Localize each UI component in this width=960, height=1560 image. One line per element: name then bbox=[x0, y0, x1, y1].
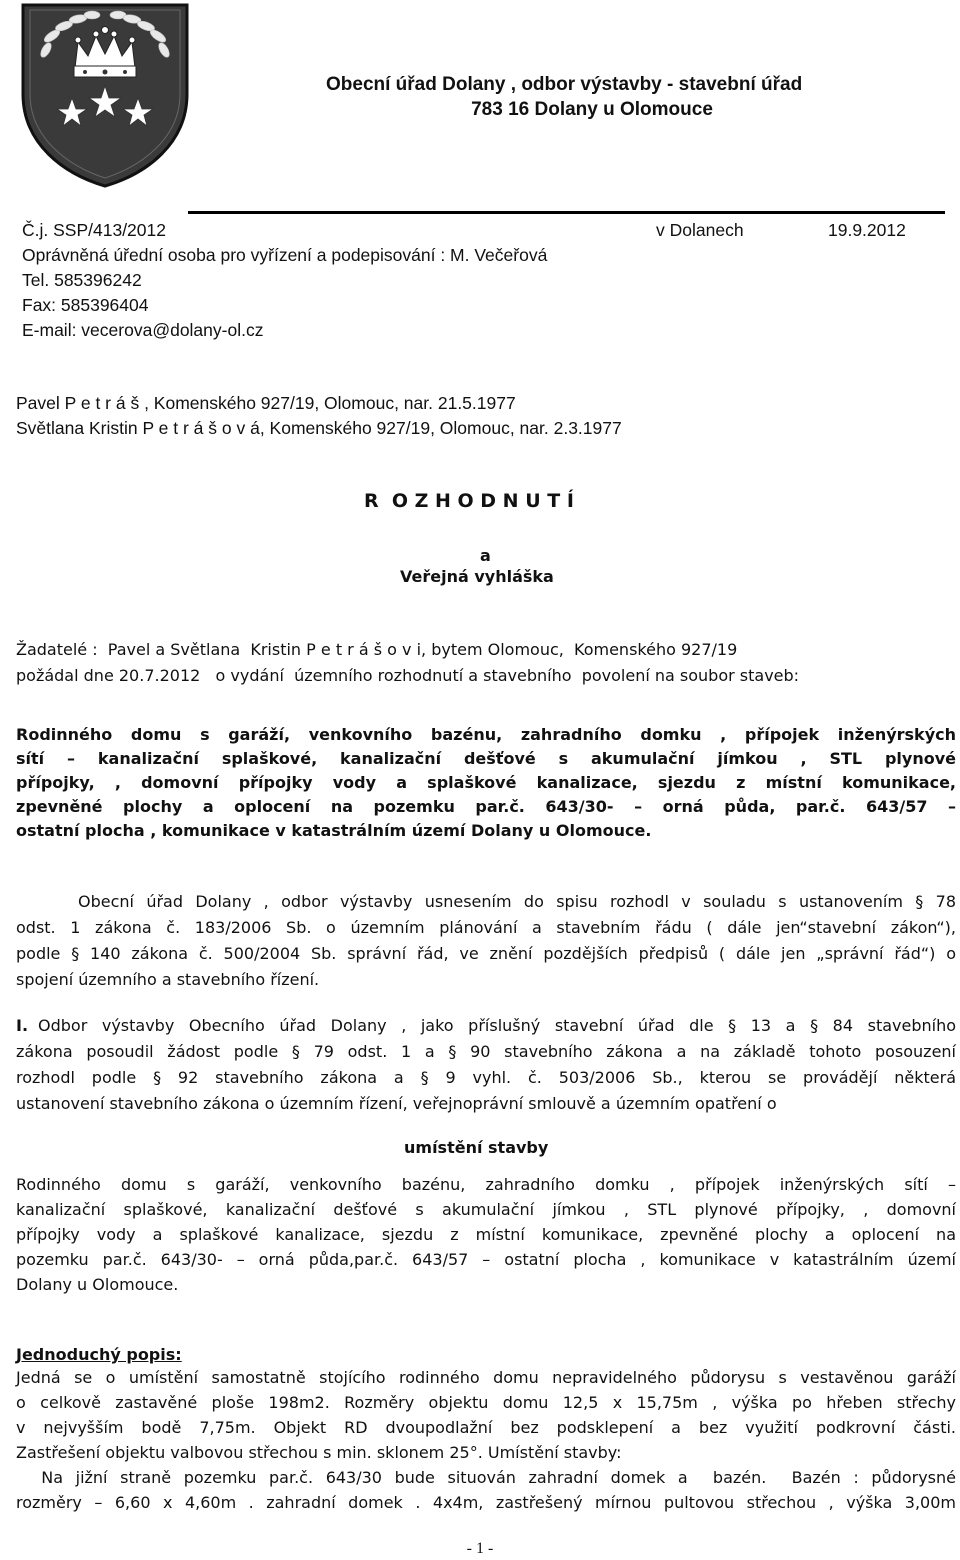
project-line-4: zpevněné plochy a oplocení na pozemku par.č. 643/30- – orná půda, par.č. 643/57 – bbox=[16, 797, 956, 816]
placement-line-2: kanalizační splaškové, kanalizační dešťové s akumulační jímkou , STL plynové přípojky, , domovní bbox=[16, 1200, 956, 1219]
office-para-line-3: podle § 140 zákona č. 500/2004 Sb. správní řád, ve znění pozdějších předpisů ( dále jen „správní řád“) o bbox=[16, 944, 956, 963]
issue-place: v Dolanech bbox=[656, 220, 744, 240]
description-heading: Jednoduchý popis: bbox=[16, 1345, 182, 1364]
authorized-person: Oprávněná úřední osoba pro vyřízení a podepisování : M. Večeřová bbox=[22, 245, 548, 265]
telephone: Tel. 585396242 bbox=[22, 270, 142, 290]
description-line-2: o celkově zastavěné ploše 198m2. Rozměry objektu domu 12,5 x 15,75m , výška po hřeben střechy bbox=[16, 1393, 956, 1412]
office-para-line-1: Obecní úřad Dolany , odbor výstavby usnesením do spisu rozhodl v souladu s ustanovením § 78 bbox=[78, 892, 956, 911]
fax: Fax: 585396404 bbox=[22, 295, 149, 315]
section-i-line-3: rozhodl podle § 92 stavebního zákona a § 9 vyhl. č. 503/2006 Sb., kterou se provádějí některá bbox=[16, 1068, 956, 1087]
description-line-4: Zastřešení objektu valbovou střechou s min. sklonem 25°. Umístění stavby: bbox=[16, 1443, 622, 1462]
placement-line-3: přípojky vody a splaškové kanalizace, sjezdu z místní komunikace, zpevněné plochy a oplocení na bbox=[16, 1225, 956, 1244]
office-address: 783 16 Dolany u Olomouce bbox=[471, 99, 713, 120]
issue-date: 19.9.2012 bbox=[828, 220, 906, 240]
project-line-3: přípojky, , domovní přípojky vody a splaškové kanalizace, sjezdu z místní komunikace, bbox=[16, 773, 956, 792]
placement-heading: umístění stavby bbox=[404, 1138, 549, 1157]
description-line-1: Jedná se o umístění samostatně stojícího rodinného domu nepravidelného půdorysu s vestavěnou garáží bbox=[16, 1368, 956, 1387]
reference-number: Č.j. SSP/413/2012 bbox=[22, 220, 166, 240]
section-i-line-4: ustanovení stavebního zákona o územním řízení, veřejnoprávní smlouvě a územním opatření o bbox=[16, 1094, 777, 1113]
description-line-6: rozměry – 6,60 x 4,60m . zahradní domek . 4x4m, zastřešený mírnou pultovou střechou , výška 3,00m bbox=[16, 1493, 956, 1512]
description-line-5: Na jižní straně pozemku par.č. 643/30 bude situován zahradní domek a bazén. Bazén : půdorysné bbox=[16, 1468, 956, 1487]
project-line-5: ostatní plocha , komunikace v katastrálním území Dolany u Olomouce. bbox=[16, 821, 652, 840]
section-number: I. bbox=[16, 1016, 29, 1035]
office-para-line-4: spojení územního a stavebního řízení. bbox=[16, 970, 320, 989]
description-line-3: v nejvyšším bodě 7,75m. Objekt RD dvoupodlažní bez podsklepení a bez využití podkrovní části. bbox=[16, 1418, 956, 1437]
project-line-2: sítí – kanalizační splaškové, kanalizační dešťové s akumulační jímkou , STL plynové bbox=[16, 749, 956, 768]
municipal-coat-of-arms-icon bbox=[20, 2, 190, 188]
project-line-1: Rodinného domu s garáží, venkovního bazénu, zahradního domku , přípojek inženýrských bbox=[16, 725, 956, 744]
header-divider bbox=[188, 211, 945, 214]
section-i-line-1: Odbor výstavby Obecního úřad Dolany , jako příslušný stavební úřad dle § 13 a § 84 stavebního bbox=[38, 1016, 956, 1035]
party-1: Pavel P e t r á š , Komenského 927/19, Olomouc, nar. 21.5.1977 bbox=[16, 393, 516, 413]
placement-line-5: Dolany u Olomouce. bbox=[16, 1275, 179, 1294]
placement-line-1: Rodinného domu s garáží, venkovního bazénu, zahradního domku , přípojek inženýrských sítí – bbox=[16, 1175, 956, 1194]
office-para-line-2: odst. 1 zákona č. 183/2006 Sb. o územním plánování a stavebním řádu ( dále jen“stavební zákon“), bbox=[16, 918, 956, 937]
application-line: požádal dne 20.7.2012 o vydání územního rozhodnutí a stavebního povolení na soubor staveb: bbox=[16, 666, 800, 685]
party-2: Světlana Kristin P e t r á š o v á, Komenského 927/19, Olomouc, nar. 2.3.1977 bbox=[16, 418, 622, 438]
decision-title: R O Z H O D N U T Í bbox=[364, 490, 574, 512]
office-name: Obecní úřad Dolany , odbor výstavby - stavební úřad bbox=[326, 74, 803, 95]
applicants-line: Žadatelé : Pavel a Světlana Kristin P e t r á š o v i, bytem Olomouc, Komenského 927/19 bbox=[16, 640, 738, 659]
placement-line-4: pozemku par.č. 643/30- – orná půda,par.č. 643/57 – ostatní plocha , komunikace v katastrálním území bbox=[16, 1250, 956, 1269]
title-conjunction: a bbox=[480, 546, 491, 565]
section-i-line-2: zákona posoudil žádost podle § 79 odst. 1 a § 90 stavebního zákona a na základě tohoto posouzení bbox=[16, 1042, 956, 1061]
public-notice-title: Veřejná vyhláška bbox=[400, 567, 554, 586]
page-number: - 1 - bbox=[466, 1540, 494, 1557]
email-address: E-mail: vecerova@dolany-ol.cz bbox=[22, 320, 264, 340]
